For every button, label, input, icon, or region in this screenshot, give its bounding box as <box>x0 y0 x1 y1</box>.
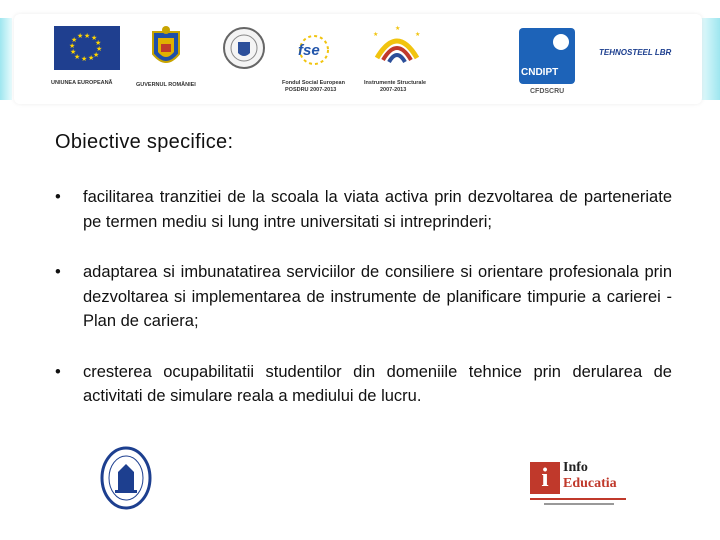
svg-text:★: ★ <box>74 53 81 61</box>
bullet-icon: • <box>55 362 61 381</box>
svg-text:★: ★ <box>91 34 98 42</box>
svg-text:★: ★ <box>95 39 102 47</box>
list-item <box>55 260 672 334</box>
list-item <box>55 185 672 234</box>
university-seal-logo <box>100 446 152 510</box>
objective-text: adaptarea si imbunatatirea serviciilor de consiliere si orientare profesionala prin dezvoltarea si implementarea de instrumente de planificare timpurie a carierei - Plan de cariera; <box>83 263 672 330</box>
svg-text:★: ★ <box>77 32 84 40</box>
left-accent-bar <box>0 18 12 100</box>
tehnosteel-logo: TEHNOSTEEL LBR <box>599 48 672 57</box>
structural-instruments-logo <box>369 22 425 72</box>
fse-caption-1: Fondul Social European <box>282 80 345 86</box>
slide-title: Obiective specifice: <box>55 131 234 153</box>
eu-flag-logo <box>54 26 120 70</box>
objective-text: cresterea ocupabilitatii studentilor din domeniile tehnice prin derularea de activitati de simulare reala a mediului de lucru. <box>83 362 672 405</box>
fse-caption-2: POSDRU 2007-2013 <box>285 87 337 93</box>
ministry-seal-logo <box>222 26 266 70</box>
svg-text:★: ★ <box>88 54 95 62</box>
eu-caption: UNIUNEA EUROPEANĂ <box>51 80 113 86</box>
fse-logo <box>289 24 339 74</box>
svg-text:★: ★ <box>70 48 77 56</box>
svg-text:★: ★ <box>71 36 78 44</box>
bullet-icon: • <box>55 263 61 281</box>
svg-text:★: ★ <box>373 31 379 38</box>
list-item <box>55 360 672 409</box>
svg-text:★: ★ <box>415 31 421 38</box>
infoeducatia-text-1: Info <box>563 460 588 475</box>
right-accent-bar <box>700 18 720 100</box>
svg-text:★: ★ <box>395 25 401 32</box>
cndipt-logo <box>519 28 575 84</box>
cndipt-caption: CFDSCRU <box>530 88 565 95</box>
cndipt-logo-text: CNDIPT <box>521 67 559 78</box>
objectives-list <box>55 185 672 435</box>
logo-banner <box>14 14 702 104</box>
svg-text:★: ★ <box>69 42 76 50</box>
bullet-icon: • <box>55 188 61 206</box>
infoeducatia-logo: i Info Educatia <box>530 460 630 512</box>
objective-text: facilitarea tranzitiei de la scoala la viata activa prin dezvoltarea de parteneriate pe termen mediu si lung intre universitati si intreprinderi; <box>83 188 672 231</box>
infoeducatia-text-2: Educatia <box>563 476 617 491</box>
is-caption-1: Instrumente Structurale <box>364 80 427 86</box>
svg-text:★: ★ <box>93 51 100 59</box>
svg-text:★: ★ <box>96 45 103 53</box>
svg-text:★: ★ <box>84 32 91 40</box>
romania-coat-of-arms-logo <box>149 24 183 74</box>
svg-text:★: ★ <box>81 55 88 63</box>
gov-caption: GUVERNUL ROMÂNIEI <box>136 82 196 88</box>
svg-text:fse: fse <box>298 42 320 59</box>
is-caption-2: 2007-2013 <box>380 87 407 93</box>
